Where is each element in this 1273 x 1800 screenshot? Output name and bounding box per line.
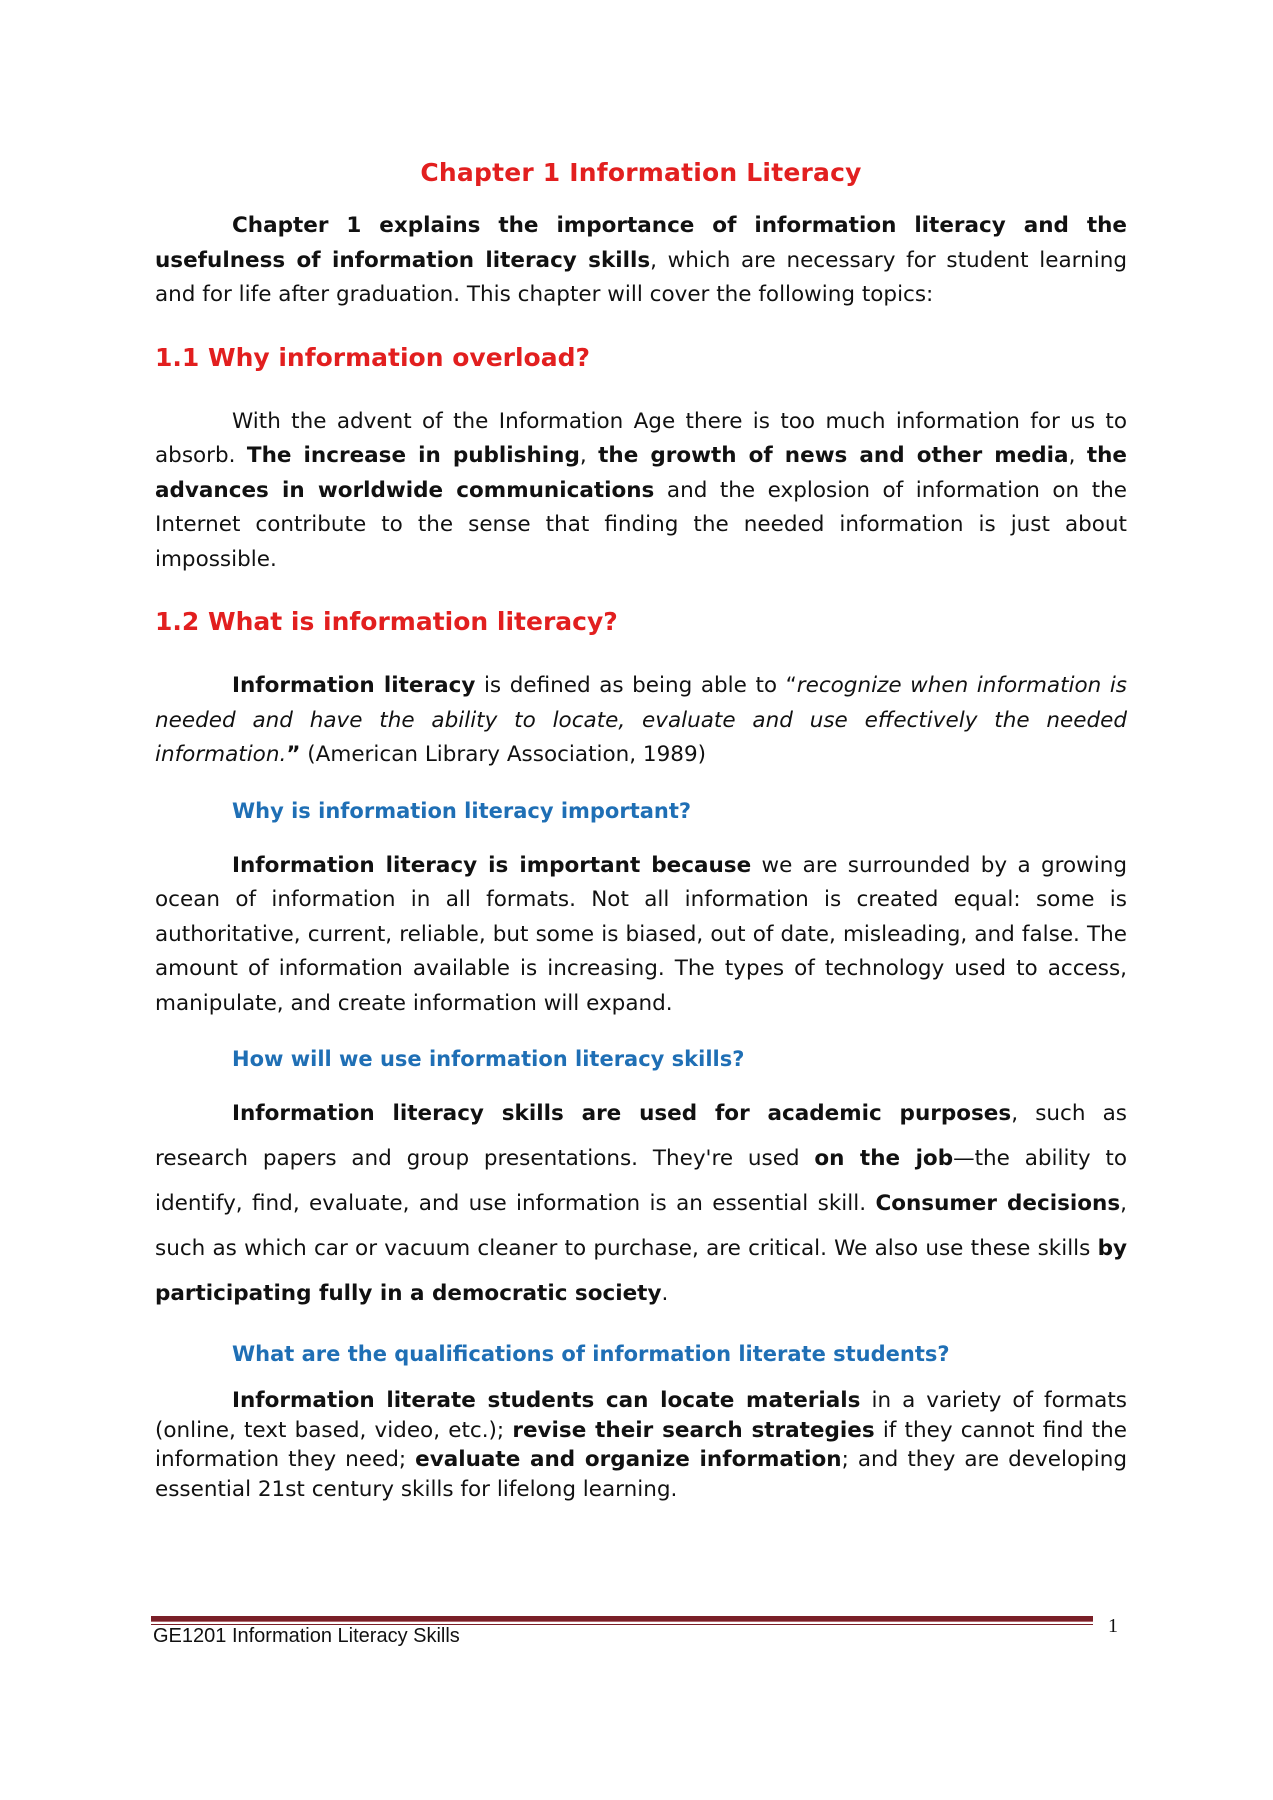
definition-quote: recognize when information is needed and have the ability to locate, evaluate and use effectively the needed information. (155, 673, 1128, 767)
skills-heading: How will we use information literacy skills? (232, 1047, 745, 1071)
overload-paragraph (155, 405, 1127, 578)
definition-bold-1: Information literacy (232, 673, 476, 698)
important-heading: Why is information literacy important? (232, 798, 692, 823)
definition-citation: (American Library Association, 1989) (300, 742, 707, 767)
section-1-1-heading: 1.1 Why information overload? (155, 342, 590, 372)
overload-text-4: and the explosion of information on the Internet contribute to the sense that finding the needed information is just about impossible. (155, 477, 1127, 572)
students-paragraph (155, 1386, 1127, 1504)
important-text-1: we are surrounded by a growing ocean of information in all formats. Not all information is created equal: some is authoritative, current, reliable, but some is biased, out of date, misleading, and false. The amount of information available is increasing. The types of technology used to access, manipulate, and create information will expand. (155, 852, 1128, 1016)
students-text-3: ; and they are developing essential 21st century skills for lifelong learning. (155, 1447, 1127, 1502)
overload-bold-1: The increase in publishing (246, 443, 580, 468)
overload-text-1: With the advent of the Information Age there is too much information for us to absorb. (155, 408, 1127, 468)
skills-text-3: , such as which car or vacuum cleaner to purchase, are critical. We also use these skills (155, 1191, 1127, 1261)
skills-bold-1: Information literacy skills are used for academic purposes (232, 1101, 1012, 1126)
overload-text-2: , (579, 443, 599, 468)
skills-bold-4: by participating fully in a democratic society (155, 1236, 1127, 1306)
students-bold-1: Information literate students can locate materials (232, 1388, 861, 1413)
skills-paragraph (155, 1091, 1127, 1316)
definition-paragraph (155, 669, 1127, 773)
definition-text-1: is defined as being able to “ (475, 673, 797, 698)
important-bold-1: Information literacy is important because (232, 852, 752, 878)
footer-course-title: GE1201 Information Literacy Skills (153, 1625, 460, 1647)
page-content (155, 150, 1127, 1504)
students-bold-2: revise their search strategies (512, 1417, 875, 1443)
skills-text-2: —the ability to identify, find, evaluate, and use information is an essential skill. (155, 1146, 1128, 1216)
important-paragraph (155, 849, 1127, 1022)
skills-bold-2: on the job (814, 1146, 954, 1171)
intro-text-1: , which are necessary for student learning and for life after graduation. This chapter will cover the following topics: (155, 247, 1127, 307)
skills-bold-3: Consumer decisions (875, 1191, 1121, 1216)
students-text-2: if they cannot find the information they need; (155, 1417, 1127, 1472)
section-1-2-heading: 1.2 What is information literacy? (155, 607, 618, 636)
students-text-1: in a variety of formats (online, text based, video, etc.); (155, 1388, 1127, 1443)
students-bold-3: evaluate and organize information (415, 1447, 842, 1472)
skills-text-1: , such as research papers and group presentations. They're used (155, 1101, 1128, 1171)
intro-paragraph (155, 209, 1127, 313)
skills-text-4: . (661, 1281, 669, 1306)
definition-close-quote: ” (286, 742, 301, 767)
students-heading: What are the qualifications of information literate students? (232, 1342, 950, 1366)
overload-text-3: , (1068, 443, 1087, 468)
chapter-title: Chapter 1 Information Literacy (420, 158, 862, 187)
footer-rule (151, 1616, 1093, 1622)
overload-bold-2: the growth of news and other media (598, 443, 1069, 468)
intro-bold-1: Chapter 1 explains the importance of information literacy and the usefulness of information literacy skills (155, 213, 1127, 273)
overload-bold-3: the advances in worldwide communications (155, 443, 1127, 503)
page-number: 1 (1108, 1615, 1118, 1637)
